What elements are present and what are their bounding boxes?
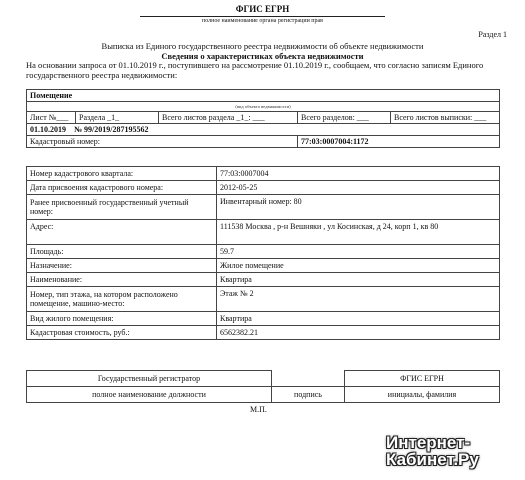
- object-type-row: [27, 90, 500, 102]
- cadastral-label: Кадастровый номер:: [27, 136, 298, 148]
- detail-row: [27, 181, 500, 195]
- section-number: Раздела _1_: [76, 112, 159, 124]
- watermark-line: Кабинет.Ру: [386, 450, 479, 469]
- name-caption: инициалы, фамилия: [345, 387, 500, 403]
- object-type-caption-row: [27, 102, 500, 112]
- detail-value: Этаж № 2: [217, 287, 500, 312]
- detail-label: Адрес:: [27, 220, 217, 245]
- signature-row: [27, 371, 500, 387]
- detail-value: 59.7: [217, 245, 500, 259]
- detail-value: Инвентарный номер: 80: [217, 195, 500, 220]
- total-sheets: Всего листов выписки: ___: [391, 112, 500, 124]
- sign-caption: подпись: [272, 387, 345, 403]
- detail-label: Ранее присвоенный государственный учетный номер:: [27, 195, 217, 220]
- detail-row: [27, 195, 500, 220]
- sheets-in-section: Всего листов раздела _1_: ___: [159, 112, 298, 124]
- detail-row: [27, 167, 500, 181]
- detail-label: Вид жилого помещения:: [27, 312, 217, 326]
- record-number: № 99/2019/287195562: [74, 125, 149, 134]
- section-label: Раздел 1: [478, 30, 507, 39]
- sheet-number: Лист №___: [27, 112, 76, 124]
- object-header-table: [26, 89, 500, 148]
- detail-label: Назначение:: [27, 259, 217, 273]
- detail-value: 111538 Москва , р-н Вешняки , ул Косинская, д 24, корп 1, кв 80: [217, 220, 500, 245]
- detail-row: [27, 220, 500, 245]
- detail-label: Кадастровая стоимость, руб.:: [27, 326, 217, 340]
- registrar-name: ФГИС ЕГРН: [345, 371, 500, 387]
- detail-label: Площадь:: [27, 245, 217, 259]
- record-row: [27, 124, 500, 136]
- header-rule: [140, 16, 385, 17]
- detail-label: Номер, тип этажа, на котором расположено помещение, машино-место:: [27, 287, 217, 312]
- object-type-caption: (вид объекта недвижимости): [27, 102, 500, 112]
- detail-label: Номер кадастрового квартала:: [27, 167, 217, 181]
- detail-value: Жилое помещение: [217, 259, 500, 273]
- detail-row: [27, 259, 500, 273]
- signature-blank: [272, 371, 345, 387]
- registrar-position: Государственный регистратор: [27, 371, 272, 387]
- detail-value: Квартира: [217, 273, 500, 287]
- stamp-place: М.П.: [250, 405, 267, 414]
- cadastral-row: [27, 136, 500, 148]
- document-subtitle: полное наименование органа регистрации прав: [201, 18, 324, 24]
- detail-row: [27, 312, 500, 326]
- extract-heading: Выписка из Единого государственного реестра недвижимости об объекте недвижимости: [101, 41, 424, 51]
- detail-label: Наименование:: [27, 273, 217, 287]
- detail-value: 77:03:0007004: [217, 167, 500, 181]
- total-sections: Всего разделов: ___: [298, 112, 391, 124]
- document-title: ФГИС ЕГРН: [235, 4, 290, 14]
- signature-table: [26, 370, 500, 403]
- detail-label: Дата присвоения кадастрового номера:: [27, 181, 217, 195]
- detail-row: [27, 245, 500, 259]
- details-table: [26, 166, 500, 340]
- detail-value: 2012-05-25: [217, 181, 500, 195]
- detail-value: Квартира: [217, 312, 500, 326]
- detail-value: 6562382.21: [217, 326, 500, 340]
- detail-row: [27, 326, 500, 340]
- watermark: [386, 434, 479, 468]
- extract-subheading: Сведения о характеристиках объекта недвижимости: [161, 51, 364, 61]
- watermark-line: Интернет-: [386, 433, 471, 452]
- signature-caption-row: [27, 387, 500, 403]
- record-date: 01.10.2019: [30, 125, 66, 134]
- cadastral-value: 77:03:0007004:1172: [298, 136, 500, 148]
- object-type: Помещение: [27, 90, 500, 102]
- detail-row: [27, 273, 500, 287]
- detail-row: [27, 287, 500, 312]
- position-caption: полное наименование должности: [27, 387, 272, 403]
- sheet-info-row: [27, 112, 500, 124]
- request-basis-text: На основании запроса от 01.10.2019 г., поступившего на рассмотрение 01.10.2019 г., сообщаем, что согласно записям Единого государственного реестра недвижимости:: [26, 60, 484, 80]
- record-info: [27, 124, 500, 136]
